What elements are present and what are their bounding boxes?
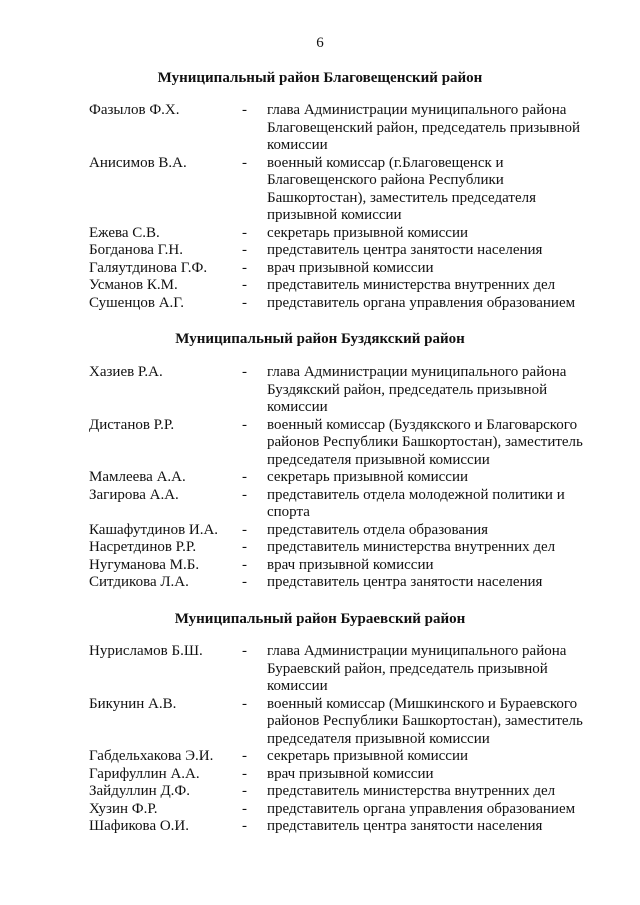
member-role: глава Администрации муниципального района Бураевский район, председатель призывной комиссии: [267, 643, 567, 694]
member-row: [0, 417, 640, 470]
dash-separator: -: [242, 364, 247, 380]
member-row: [0, 102, 640, 155]
dash-separator: -: [242, 783, 247, 799]
page-number: 6: [316, 35, 324, 51]
dash-separator: -: [242, 277, 247, 293]
dash-separator: -: [242, 556, 247, 573]
member-name: Мамлеева А.А.: [89, 469, 186, 485]
member-role: представитель центра занятости населения: [267, 574, 543, 590]
dash-separator: -: [242, 294, 247, 311]
member-role: представитель органа управления образованием: [267, 800, 576, 817]
member-role: военный комиссар (Мишкинского и Бураевского районов Республики Башкортостан), заместитель председателя призывной комиссии: [267, 695, 583, 747]
dash-separator: -: [242, 800, 247, 817]
member-name: Загирова А.А.: [89, 486, 179, 503]
member-row: [0, 260, 640, 278]
member-row: [0, 225, 640, 243]
dash-separator: -: [242, 469, 247, 485]
member-name: Нурисламов Б.Ш.: [89, 643, 203, 659]
dash-separator: -: [242, 224, 247, 241]
member-row: [0, 522, 640, 540]
member-role: глава Администрации муниципального района Буздякский район, председатель призывной комиссии: [267, 364, 567, 415]
member-row: [0, 643, 640, 696]
member-name: Ежева С.В.: [89, 224, 160, 241]
member-name: Кашафутдинов И.А.: [89, 521, 219, 538]
member-row: [0, 557, 640, 575]
dash-separator: -: [242, 539, 247, 555]
section-title: Муниципальный район Буздякский район: [175, 331, 465, 347]
member-name: Богданова Г.Н.: [89, 242, 183, 258]
dash-separator: -: [242, 818, 247, 834]
member-role: глава Администрации муниципального района Благовещенский район, председатель призывной комиссии: [267, 102, 580, 153]
dash-separator: -: [242, 574, 247, 590]
member-role: представитель министерства внутренних дел: [267, 539, 556, 555]
member-role: представитель центра занятости населения: [267, 818, 543, 834]
member-row: [0, 696, 640, 749]
member-name: Усманов К.М.: [89, 277, 178, 293]
dash-separator: -: [242, 154, 247, 171]
member-role: военный комиссар (г.Благовещенск и Благовещенского района Республики Башкортостан), заместитель председателя призывной комиссии: [267, 154, 537, 223]
member-role: врач призывной комиссии: [267, 259, 434, 276]
member-row: [0, 487, 640, 522]
dash-separator: -: [242, 695, 247, 712]
member-row: [0, 748, 640, 766]
member-row: [0, 801, 640, 819]
section-buraevsky: [0, 610, 640, 628]
member-name: Бикунин А.В.: [89, 695, 177, 712]
member-name: Шафикова О.И.: [89, 818, 190, 834]
dash-separator: -: [242, 521, 247, 538]
section-title: Муниципальный район Благовещенский район: [157, 70, 483, 86]
dash-separator: -: [242, 765, 247, 782]
member-role: представитель отдела образования: [267, 521, 489, 538]
dash-separator: -: [242, 259, 247, 276]
section-title: Муниципальный район Бураевский район: [174, 611, 466, 627]
member-row: [0, 539, 640, 557]
member-name: Насретдинов Р.Р.: [89, 539, 197, 555]
member-role: представитель министерства внутренних дел: [267, 783, 556, 799]
member-name: Сушенцов А.Г.: [89, 294, 185, 311]
member-role: представитель органа управления образованием: [267, 294, 576, 311]
member-name: Нугуманова М.Б.: [89, 556, 200, 573]
member-name: Хазиев Р.А.: [89, 364, 163, 380]
member-role: секретарь призывной комиссии: [267, 469, 469, 485]
section-blagoveshchensky: [0, 69, 640, 87]
member-role: врач призывной комиссии: [267, 765, 434, 782]
member-name: Гарифуллин А.А.: [89, 765, 200, 782]
member-role: представитель отдела молодежной политики и спорта: [267, 486, 565, 520]
member-row: [0, 364, 640, 417]
member-role: представитель центра занятости населения: [267, 242, 543, 258]
dash-separator: -: [242, 486, 247, 503]
member-role: представитель министерства внутренних дел: [267, 277, 556, 293]
member-name: Фазылов Ф.Х.: [89, 102, 180, 118]
dash-separator: -: [242, 748, 247, 764]
dash-separator: -: [242, 416, 247, 433]
member-row: [0, 469, 640, 487]
member-row: [0, 783, 640, 801]
member-list-buraevsky: [0, 643, 640, 836]
dash-separator: -: [242, 643, 247, 659]
member-role: секретарь призывной комиссии: [267, 224, 469, 241]
member-row: [0, 242, 640, 260]
member-name: Габдельхакова Э.И.: [89, 748, 214, 764]
member-row: [0, 574, 640, 592]
member-row: [0, 818, 640, 836]
member-row: [0, 766, 640, 784]
member-name: Хузин Ф.Р.: [89, 800, 158, 817]
dash-separator: -: [242, 102, 247, 118]
member-row: [0, 277, 640, 295]
member-role: военный комиссар (Буздякского и Благоварского районов Республики Башкортостан), заместитель председателя призывной комиссии: [267, 416, 583, 468]
member-name: Галяутдинова Г.Ф.: [89, 259, 208, 276]
member-name: Зайдуллин Д.Ф.: [89, 783, 191, 799]
member-list-buzdyaksky: [0, 364, 640, 592]
section-buzdyaksky: [0, 330, 640, 348]
member-list-blagoveshchensky: [0, 102, 640, 312]
dash-separator: -: [242, 242, 247, 258]
member-row: [0, 295, 640, 313]
member-role: врач призывной комиссии: [267, 556, 434, 573]
member-role: секретарь призывной комиссии: [267, 748, 469, 764]
member-row: [0, 155, 640, 225]
member-name: Ситдикова Л.А.: [89, 574, 189, 590]
member-name: Дистанов Р.Р.: [89, 416, 175, 433]
member-name: Анисимов В.А.: [89, 154, 187, 171]
